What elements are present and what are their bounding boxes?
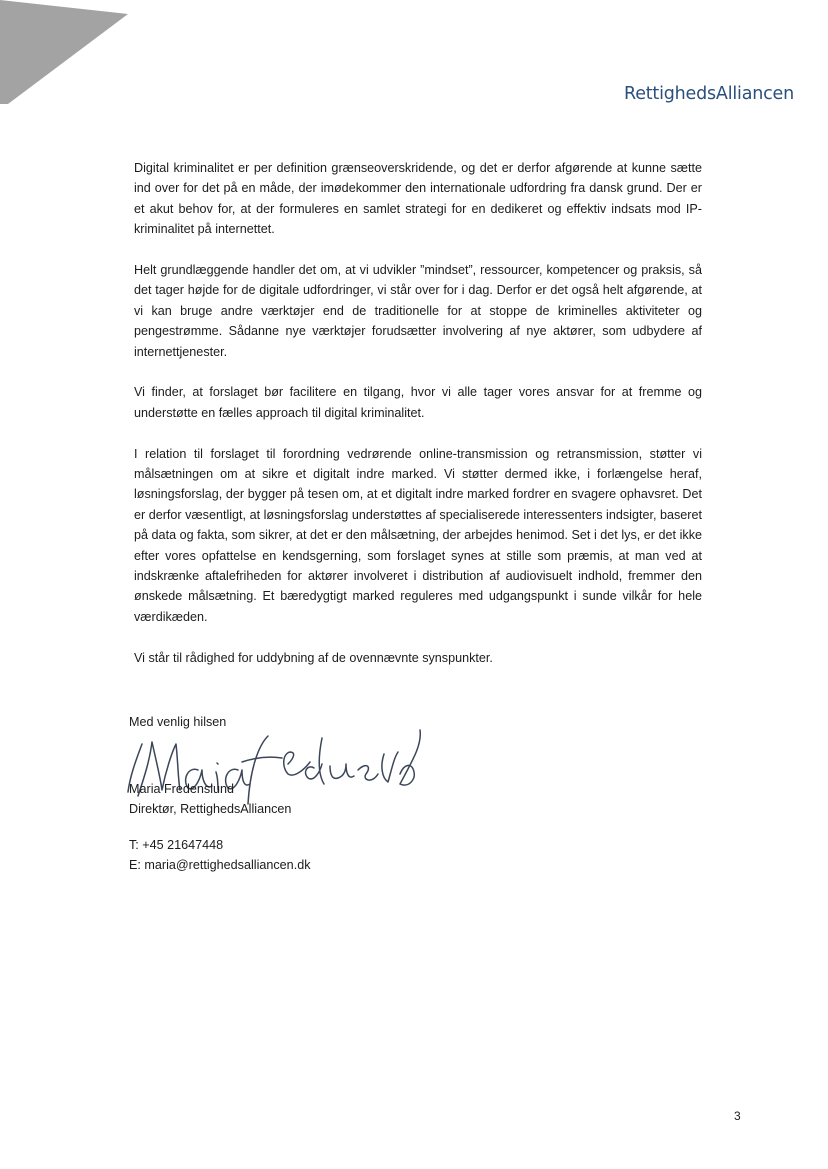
closing-greeting: Med venlig hilsen <box>129 715 227 729</box>
signer-name: Maria Fredenslund <box>129 782 234 796</box>
paragraph-3: Vi finder, at forslaget bør facilitere en tilgang, hvor vi alle tager vores ansvar for at fremme og understøtte en fælles approach til digital kriminalitet. <box>134 385 702 420</box>
contact-email: E: maria@rettighedsalliancen.dk <box>129 858 311 873</box>
signer-title: Direktør, RettighedsAlliancen <box>129 802 292 817</box>
paragraph-2: Helt grundlæggende handler det om, at vi udvikler ”mindset”, ressourcer, kompetencer og praksis, så det tager højde for de digitale udfordringer, vi står over for i dag. Derfor er det også helt afgørende, at vi kan bruge andre værktøjer end de traditionelle for at stoppe de kriminelles aktiviteter og pengestrømme. Sådanne nye værktøjer forudsætter involvering af nye aktører, som udbydere af internettjenester. <box>134 263 702 359</box>
page-corner-shape <box>0 0 130 105</box>
letter-body <box>134 158 702 688</box>
paragraph-1: Digital kriminalitet er per definition grænseoverskridende, og det er derfor afgørende at kunne sætte ind over for det på en måde, der imødekommer den internationale udfordring fra dansk grund. Der er et akut behov for, at der formuleres en samlet strategi for en dedikeret og effektiv indsats mod IP-kriminalitet på internettet. <box>134 161 702 237</box>
page-number: 3 <box>734 1109 741 1123</box>
company-logo: RettighedsAlliancen <box>624 84 794 104</box>
paragraph-5: Vi står til rådighed for uddybning af de ovennævnte synspunkter. <box>134 650 493 665</box>
paragraph-4: I relation til forslaget til forordning vedrørende online-transmission og retransmission, støtter vi målsætningen om at sikre et digitalt indre marked. Vi støtter dermed ikke, i forlængelse heraf, løsningsforslag, der bygger på tesen om, at et digitalt indre marked fordrer en svagere ophavsret. Det er derfor væsentligt, at løsningsforslag understøttes af specialiserede interessenters indsigter, baseret på data og fakta, som sikrer, at det er den målsætning, der arbejdes henimod. Set i det lys, er det ikke efter vores opfattelse en kendsgerning, som forslaget synes at stille som præmis, at man ved at indskrænke aftalefriheden for aktører involveret i distribution af audiovisuelt indhold, fremmer den ønskede målsætning. Et bæredygtigt marked reguleres med udgangspunkt i sunde vilkår for hele værdikæden. <box>134 446 702 624</box>
signature-block <box>129 779 291 820</box>
contact-info <box>129 835 311 876</box>
contact-phone: T: +45 21647448 <box>129 838 224 852</box>
